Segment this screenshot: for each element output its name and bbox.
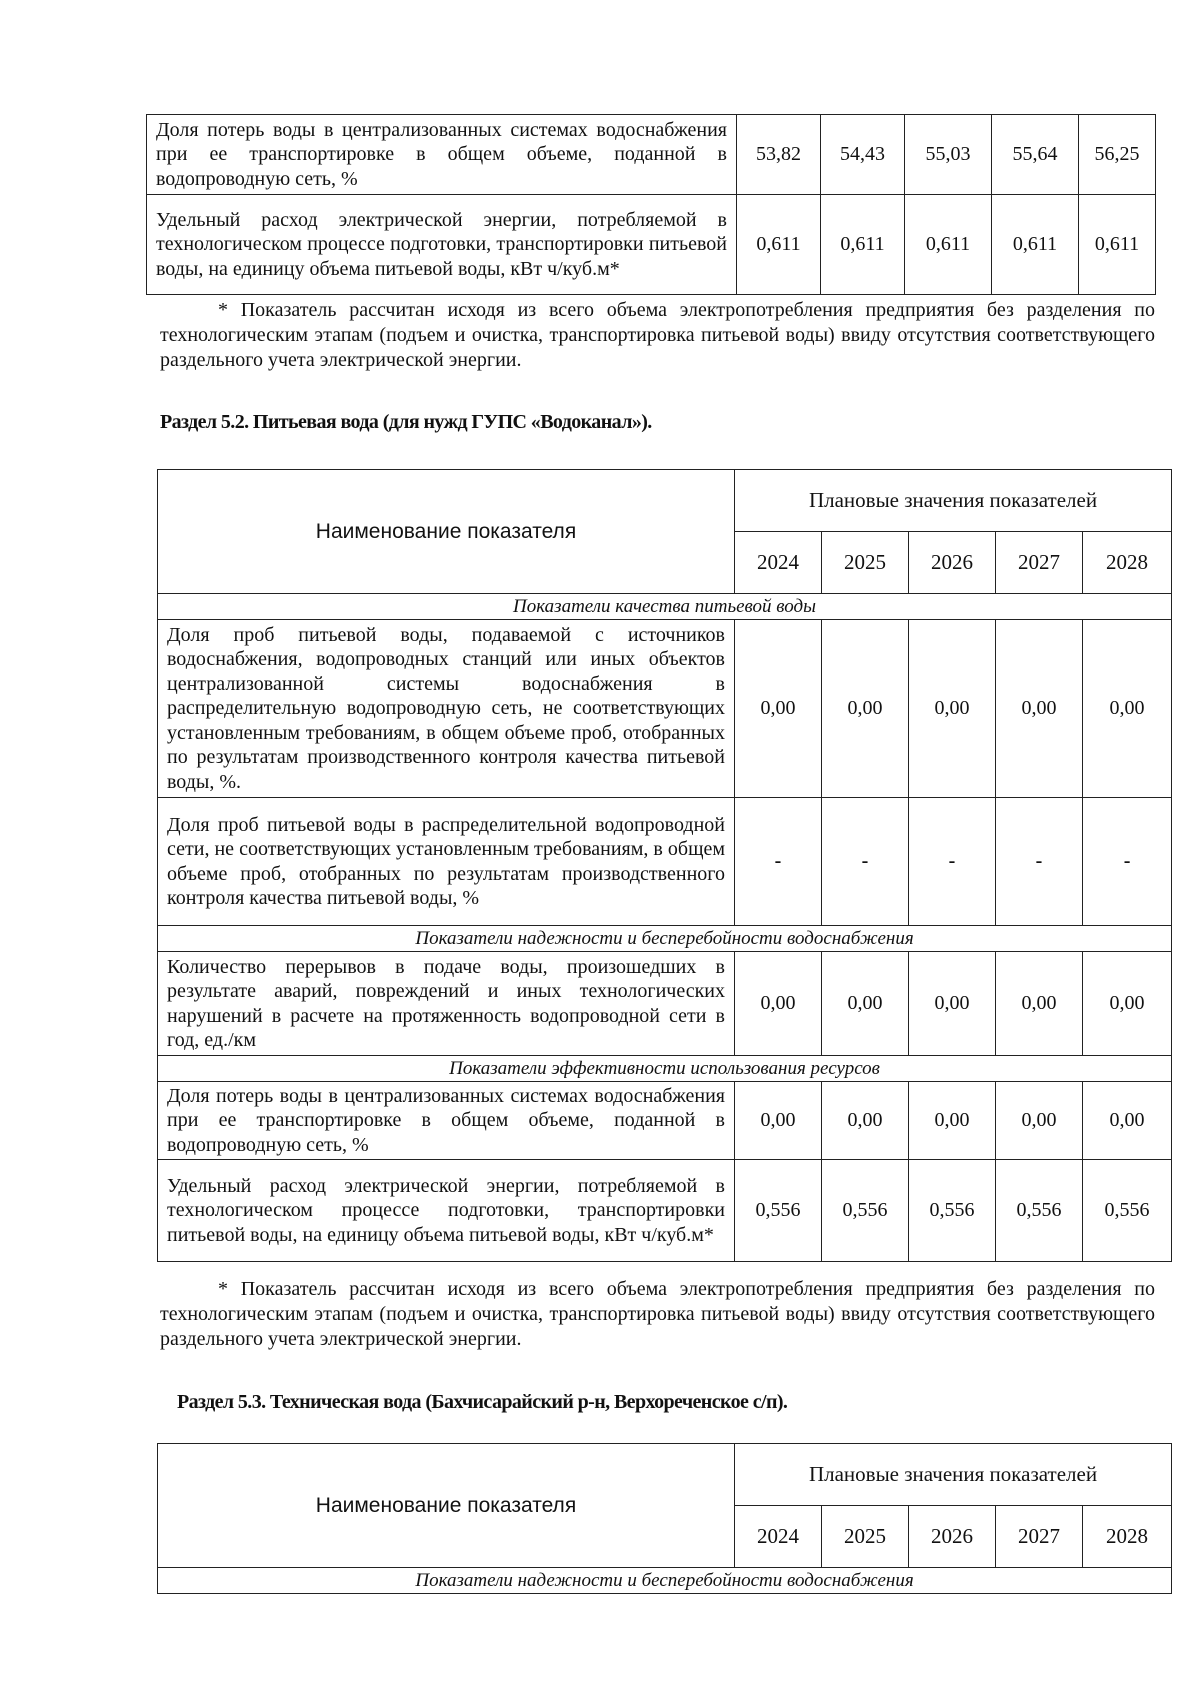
footnote: * Показатель рассчитан исходя из всего объема электропотребления предприятия без разделения по технологическим этапам (подъем и очистка, транспортировка питьевой воды) ввиду отсутствия соответствующего раздельного учета электрической энергии. <box>160 1278 1155 1350</box>
table-row <box>158 620 1172 798</box>
value-cell: 0,00 <box>909 952 996 1056</box>
year-header: 2025 <box>822 1506 909 1568</box>
value-cell: 0,00 <box>735 952 822 1056</box>
value-cell: 0,00 <box>1083 620 1172 798</box>
group-row <box>158 1568 1172 1594</box>
indicator-name: Доля проб питьевой воды в распределительной водопроводной сети, не соответствующих установленным требованиям, в общем объеме проб, отобранных по результатам производственного контроля качества питьевой воды, % <box>158 798 735 926</box>
column-header-name: Наименование показателя <box>158 470 735 594</box>
value-cell: 0,00 <box>735 620 822 798</box>
year-header: 2028 <box>1083 532 1172 594</box>
indicator-name: Доля проб питьевой воды, подаваемой с источников водоснабжения, водопроводных станций или иных объектов централизованной системы водоснабжения в распределительную водопроводную сеть, не соответствующих установленным требованиям, в общем объеме проб, отобранных по результатам производственного контроля качества питьевой воды, %. <box>158 620 735 798</box>
value-cell: - <box>822 798 909 926</box>
group-title: Показатели надежности и бесперебойности водоснабжения <box>158 926 1172 952</box>
group-row <box>158 594 1172 620</box>
value-cell: 0,00 <box>996 1082 1083 1160</box>
group-title: Показатели надежности и бесперебойности водоснабжения <box>158 1568 1172 1594</box>
value-cell: 0,00 <box>909 1082 996 1160</box>
group-title: Показатели эффективности использования ресурсов <box>158 1056 1172 1082</box>
value-cell: 0,611 <box>737 195 821 295</box>
value-cell: 0,00 <box>909 620 996 798</box>
value-cell: - <box>1083 798 1172 926</box>
value-cell: 55,64 <box>992 115 1079 195</box>
table-row <box>147 115 1156 195</box>
value-cell: 0,556 <box>735 1160 822 1262</box>
table-continuation <box>146 114 1156 295</box>
table-header-row <box>158 1444 1172 1506</box>
section-heading: Раздел 5.3. Техническая вода (Бахчисарайский р-н, Верхореченское с/п). <box>177 1391 788 1413</box>
value-cell: 55,03 <box>905 115 992 195</box>
column-header-plan: Плановые значения показателей <box>735 1444 1172 1506</box>
column-header-name: Наименование показателя <box>158 1444 735 1568</box>
value-cell: - <box>735 798 822 926</box>
group-row <box>158 926 1172 952</box>
year-header: 2025 <box>822 532 909 594</box>
year-header: 2028 <box>1083 1506 1172 1568</box>
table-header-row <box>158 470 1172 532</box>
value-cell: 0,556 <box>909 1160 996 1262</box>
value-cell: 0,611 <box>992 195 1079 295</box>
value-cell: 53,82 <box>737 115 821 195</box>
year-header: 2024 <box>735 532 822 594</box>
value-cell: 0,00 <box>822 620 909 798</box>
year-header: 2024 <box>735 1506 822 1568</box>
section-heading: Раздел 5.2. Питьевая вода (для нужд ГУПС «Водоканал»). <box>160 411 652 433</box>
value-cell: 0,00 <box>1083 952 1172 1056</box>
value-cell: 0,611 <box>1079 195 1156 295</box>
value-cell: 0,00 <box>735 1082 822 1160</box>
indicator-name: Удельный расход электрической энергии, потребляемой в технологическом процессе подготовки, транспортировки питьевой воды, на единицу объема питьевой воды, кВт ч/куб.м* <box>147 195 737 295</box>
year-header: 2027 <box>996 532 1083 594</box>
indicator-name: Доля потерь воды в централизованных системах водоснабжения при ее транспортировке в общем объеме, поданной в водопроводную сеть, % <box>158 1082 735 1160</box>
value-cell: 0,00 <box>822 952 909 1056</box>
value-cell: 0,556 <box>822 1160 909 1262</box>
value-cell: 0,00 <box>996 952 1083 1056</box>
table-row <box>158 1160 1172 1262</box>
value-cell: 0,00 <box>822 1082 909 1160</box>
value-cell: 0,611 <box>905 195 992 295</box>
indicator-name: Количество перерывов в подаче воды, произошедших в результате аварий, повреждений и иных технологических нарушений в расчете на протяженность водопроводной сети в год, ед./км <box>158 952 735 1056</box>
group-row <box>158 1056 1172 1082</box>
value-cell: 56,25 <box>1079 115 1156 195</box>
footnote: * Показатель рассчитан исходя из всего объема электропотребления предприятия без разделения по технологическим этапам (подъем и очистка, транспортировка питьевой воды) ввиду отсутствия соответствующего раздельного учета электрической энергии. <box>160 299 1155 371</box>
value-cell: 54,43 <box>821 115 905 195</box>
group-title: Показатели качества питьевой воды <box>158 594 1172 620</box>
indicator-name: Удельный расход электрической энергии, потребляемой в технологическом процессе подготовки, транспортировки питьевой воды, на единицу объема питьевой воды, кВт ч/куб.м* <box>158 1160 735 1262</box>
year-header: 2026 <box>909 1506 996 1568</box>
year-header: 2026 <box>909 532 996 594</box>
value-cell: 0,556 <box>1083 1160 1172 1262</box>
table-row <box>158 1082 1172 1160</box>
year-header: 2027 <box>996 1506 1083 1568</box>
value-cell: 0,556 <box>996 1160 1083 1262</box>
table-technical-water <box>157 1443 1172 1594</box>
value-cell: 0,611 <box>821 195 905 295</box>
column-header-plan: Плановые значения показателей <box>735 470 1172 532</box>
value-cell: - <box>909 798 996 926</box>
table-row <box>158 798 1172 926</box>
value-cell: - <box>996 798 1083 926</box>
table-row <box>147 195 1156 295</box>
value-cell: 0,00 <box>1083 1082 1172 1160</box>
table-row <box>158 952 1172 1056</box>
value-cell: 0,00 <box>996 620 1083 798</box>
indicator-name: Доля потерь воды в централизованных системах водоснабжения при ее транспортировке в общем объеме, поданной в водопроводную сеть, % <box>147 115 737 195</box>
table-drinking-water <box>157 469 1172 1262</box>
